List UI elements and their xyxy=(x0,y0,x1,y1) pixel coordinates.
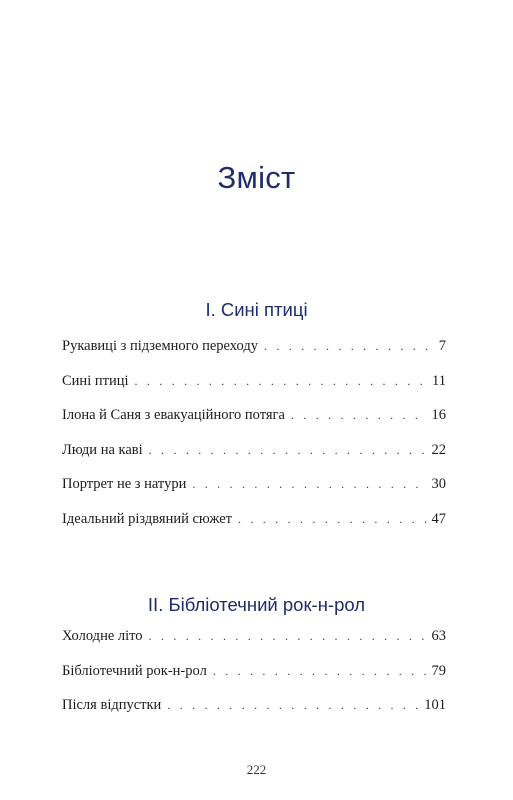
toc-entry[interactable] xyxy=(62,476,446,511)
section-heading-1: І. Сині птиці xyxy=(205,299,308,320)
dot-leader xyxy=(213,664,426,679)
toc-entry[interactable] xyxy=(62,663,446,698)
toc-entry-title: Ідеальний різдвяний сюжет xyxy=(62,510,232,527)
toc-entry[interactable] xyxy=(62,442,446,477)
toc-entry-title: Люди на каві xyxy=(62,441,143,458)
toc-entry-page: 16 xyxy=(431,407,446,423)
toc-entry-page: 7 xyxy=(438,338,446,354)
toc-entry[interactable] xyxy=(62,338,446,373)
toc-entry-title: Холодне літо xyxy=(62,628,143,644)
toc-entry-title: Сині птиці xyxy=(62,372,129,389)
dot-leader xyxy=(192,477,425,492)
toc-entry[interactable] xyxy=(62,628,446,663)
toc-list-section-1 xyxy=(62,338,446,545)
page-title: Зміст xyxy=(217,160,296,195)
toc-entry-page: 11 xyxy=(432,372,446,389)
section-heading-2: ІІ. Бібліотечний рок-н-рол xyxy=(147,594,366,615)
dot-leader xyxy=(291,408,426,423)
toc-list-section-2 xyxy=(62,628,446,732)
dot-leader xyxy=(135,374,427,389)
toc-entry[interactable] xyxy=(62,697,446,732)
dot-leader xyxy=(149,629,426,644)
toc-entry-page: 79 xyxy=(431,662,446,679)
toc-entry[interactable] xyxy=(62,373,446,408)
toc-entry-title: Рукавиці з підземного переходу xyxy=(62,338,258,354)
toc-entry-page: 101 xyxy=(424,697,446,713)
toc-entry-page: 22 xyxy=(431,441,446,458)
toc-entry-title: Бібліотечний рок-н-рол xyxy=(62,662,207,679)
dot-leader xyxy=(264,339,430,354)
dot-leader xyxy=(149,443,426,458)
toc-entry-title: Ілона й Саня з евакуаційного потяга xyxy=(62,407,285,423)
dot-leader xyxy=(167,698,418,713)
toc-entry[interactable] xyxy=(62,407,446,442)
toc-entry[interactable] xyxy=(62,511,446,546)
page-number: 222 xyxy=(246,762,267,777)
toc-entry-title: Після відпустки xyxy=(62,697,162,713)
toc-entry-page: 30 xyxy=(431,476,446,492)
toc-entry-title: Портрет не з натури xyxy=(62,476,187,492)
toc-entry-page: 47 xyxy=(431,510,446,527)
dot-leader xyxy=(238,512,426,527)
toc-entry-page: 63 xyxy=(431,628,446,644)
